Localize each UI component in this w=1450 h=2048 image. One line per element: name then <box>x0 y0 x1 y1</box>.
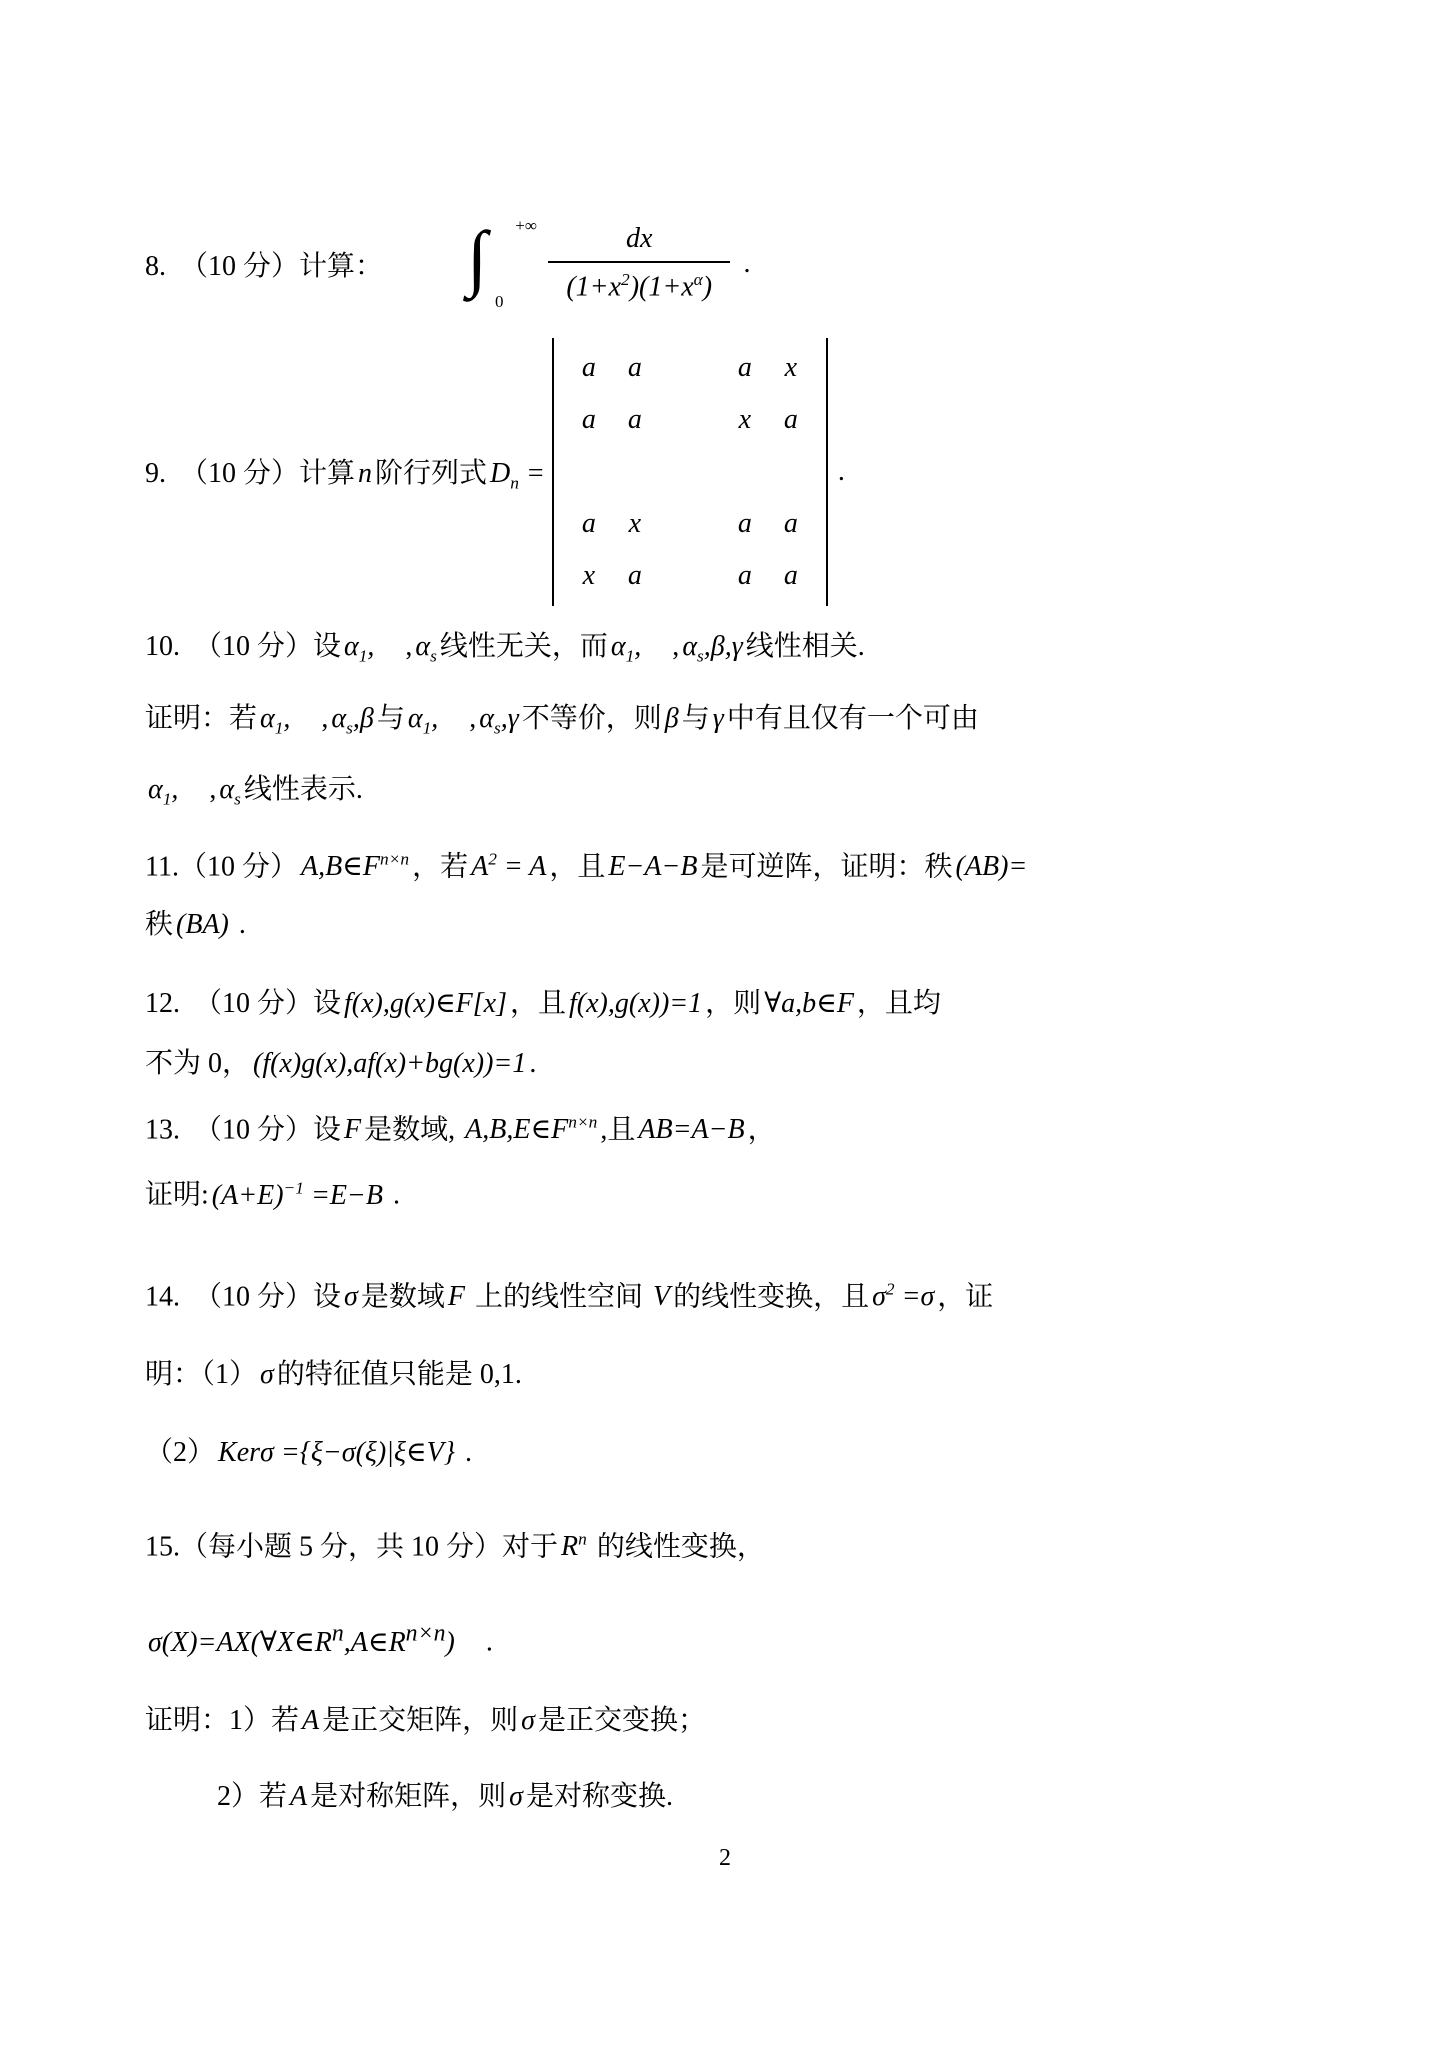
math-segment: $A^2 = A$ <box>471 849 547 883</box>
text-segment: 是对称矩阵，则 <box>310 1780 507 1812</box>
text-segment: 9. （10 分）计算 <box>145 457 356 489</box>
text-segment: 与 <box>376 702 405 734</box>
problem-9 <box>145 338 1345 606</box>
text-segment: . <box>385 1179 400 1211</box>
math-segment: σ <box>260 1359 274 1391</box>
determinant-cell: a <box>627 352 642 383</box>
problem-11-line-1 <box>145 831 1345 896</box>
fraction-numerator: dx <box>548 222 730 264</box>
math-segment: f(x),g(x)∈F[x] <box>344 988 507 1020</box>
determinant-grid <box>554 338 826 606</box>
math-segment: $\sigma^2 =\sigma$ <box>872 1279 935 1313</box>
problem-10-line-3 <box>145 759 1345 831</box>
math-segment: A <box>290 1780 308 1812</box>
determinant-row <box>566 446 814 498</box>
text-segment: 阶行列式 <box>375 457 488 489</box>
text-segment: , <box>293 702 329 734</box>
problem-15-formula <box>145 1601 1345 1674</box>
text-segment: , <box>644 631 680 662</box>
text-segment: 2）若 <box>217 1780 288 1812</box>
determinant-row <box>566 498 814 550</box>
math-segment: (f(x)g(x),af(x)+bg(x))=1 <box>253 1048 527 1080</box>
problem-10-line-1 <box>145 616 1345 688</box>
integral-glyph: ∫ <box>467 217 488 299</box>
page-number: 2 <box>719 1845 731 1871</box>
math-segment: γ <box>712 702 724 734</box>
text-segment: 线性相关. <box>745 631 865 662</box>
fraction-denominator: $(1+x^2)(1+x^\alpha)$ <box>566 270 713 303</box>
problem-14-line-3 <box>145 1418 1345 1488</box>
text-segment: 10. （10 分）设 <box>145 631 342 662</box>
text-segment: . <box>457 1437 472 1469</box>
problem-14 <box>145 1255 1345 1488</box>
text-segment: . <box>231 909 246 941</box>
text-segment: 线性表示. <box>243 774 363 806</box>
problem-14-line-2 <box>145 1340 1345 1410</box>
math-segment: (BA) <box>176 909 229 941</box>
text-segment: 中有且仅有一个可由 <box>726 702 979 734</box>
problem-9-period: . <box>837 456 845 487</box>
text-segment: 证明: <box>145 1179 209 1211</box>
math-segment: E−A−B <box>608 851 698 883</box>
math-segment: $\alpha_1$, <box>610 631 642 666</box>
math-segment: $R^n$ <box>561 1530 587 1563</box>
text-segment: 上的线性空间 <box>467 1281 650 1313</box>
determinant-row <box>566 342 814 394</box>
text-segment: ，若 <box>412 851 469 883</box>
text-segment: 是正交矩阵，则 <box>322 1704 519 1736</box>
math-segment: $\alpha_s$ <box>219 774 241 809</box>
determinant-cell: a <box>783 560 798 591</box>
text-segment: ，则 <box>705 988 762 1020</box>
math-segment: $\alpha_1$, <box>148 774 179 809</box>
text-segment: 是可逆阵，证明：秩 <box>700 851 953 883</box>
text-segment: 与 <box>681 702 710 734</box>
text-segment: 15.（每小题 5 分，共 10 分）对于 <box>145 1531 559 1563</box>
math-segment: ∀a,b∈F <box>764 988 854 1020</box>
math-segment: β <box>664 702 679 734</box>
determinant-cell: a <box>627 560 642 591</box>
problem-10 <box>145 616 1345 831</box>
text-segment: 的线性变换，且 <box>673 1281 870 1313</box>
determinant-row <box>566 550 814 602</box>
problem-8-period: . <box>743 248 751 279</box>
text-segment: 的特征值只能是 0,1. <box>276 1359 522 1391</box>
text-segment: , <box>181 774 217 806</box>
problem-8-text <box>145 244 383 284</box>
math-segment: (AB)= <box>955 851 1028 883</box>
determinant-cell: x <box>738 404 752 435</box>
math-segment: $\alpha_s,\beta,\gamma$ <box>682 631 743 666</box>
problem-12-line-1 <box>145 974 1345 1034</box>
problem-14-line-1 <box>145 1255 1345 1332</box>
problem-15-proof-1 <box>145 1689 1345 1753</box>
determinant-cell: a <box>783 508 798 539</box>
text-segment: 是数域 <box>360 1281 445 1313</box>
math-segment: AB=A−B <box>638 1114 745 1146</box>
math-segment: $A,B\in F^{n\times n}$ <box>300 849 410 883</box>
math-segment: σ <box>521 1704 535 1736</box>
math-segment: A <box>302 1704 320 1736</box>
text-segment: . <box>457 1626 493 1658</box>
text-segment: （2） <box>145 1437 216 1469</box>
math-segment: F <box>344 1114 362 1146</box>
determinant-right-bar <box>826 338 828 606</box>
math-segment: σ <box>509 1780 523 1812</box>
determinant-cell: a <box>737 560 752 591</box>
text-segment: 明：（1） <box>145 1359 258 1391</box>
math-segment: $\alpha_s,\gamma$ <box>479 702 519 738</box>
problem-10-line-2 <box>145 688 1345 760</box>
text-segment: 是正交变换； <box>537 1704 706 1736</box>
text-segment: , <box>377 631 413 662</box>
integral-sign <box>461 214 543 314</box>
math-segment: $D_n$ = <box>490 457 545 493</box>
math-segment: $\alpha_1$, <box>260 702 291 738</box>
problem-12-line-2 <box>145 1034 1345 1094</box>
math-segment: Kerσ ={ξ−σ(ξ)|ξ∈V} <box>218 1437 455 1469</box>
math-segment: n <box>358 457 373 489</box>
determinant-cell: a <box>783 404 798 435</box>
problem-9-text <box>145 451 548 494</box>
determinant-cell: a <box>737 508 752 539</box>
determinant-cell: a <box>581 508 596 539</box>
determinant-cell: x <box>784 352 798 383</box>
integral-upper-limit: +∞ <box>515 216 538 235</box>
determinant-row <box>566 394 814 446</box>
determinant-cell: a <box>581 404 596 435</box>
text-segment: 12. （10 分）设 <box>145 988 342 1020</box>
problem-15 <box>145 1508 1345 1829</box>
integral-expression <box>461 214 733 314</box>
determinant-cell: a <box>581 352 596 383</box>
text-segment: 证明：1）若 <box>145 1704 300 1736</box>
problem-11-line-2 <box>145 896 1345 954</box>
problem-13-line-1 <box>145 1094 1345 1159</box>
fraction <box>545 222 733 306</box>
math-segment: f(x),g(x))=1 <box>569 988 703 1020</box>
determinant-cell: a <box>627 404 642 435</box>
text-segment: ， <box>747 1114 776 1146</box>
math-segment: σ <box>344 1281 358 1313</box>
text-segment: 的线性变换， <box>589 1531 765 1563</box>
problem-8 <box>145 205 1345 323</box>
text-segment: 证明：若 <box>145 702 258 734</box>
math-segment: $A,B,E\in F^{n\times n}$ <box>465 1113 598 1146</box>
text-segment: 线性无关，而 <box>439 631 608 662</box>
text-segment: 不等价，则 <box>521 702 662 734</box>
math-segment: $\sigma(X)=AX(\forall X\in R^n,A\in R^{n\times n})$ <box>148 1620 455 1658</box>
math-segment: F <box>447 1281 465 1313</box>
problem-12 <box>145 974 1345 1094</box>
text-segment: 11.（10 分） <box>145 851 298 883</box>
math-segment: $\alpha_1$, <box>407 702 439 738</box>
problem-11 <box>145 831 1345 954</box>
determinant <box>552 338 828 606</box>
text-segment: ，且均 <box>856 988 941 1020</box>
determinant-cell: a <box>737 352 752 383</box>
text-segment: ，证 <box>937 1281 994 1313</box>
text-segment: ，且 <box>549 851 606 883</box>
text-segment: ,且 <box>600 1114 636 1146</box>
integral-lower-limit: 0 <box>495 292 504 311</box>
problem-15-proof-2 <box>145 1765 1345 1829</box>
math-segment: V <box>652 1281 671 1313</box>
problem-13-line-2 <box>145 1159 1345 1224</box>
math-segment: $(A+E)^{-1} =E-B$ <box>211 1178 383 1211</box>
text-segment: 13. （10 分）设 <box>145 1114 342 1146</box>
text-segment: 是对称变换. <box>525 1780 673 1812</box>
text-segment: , <box>441 702 477 734</box>
problem-13 <box>145 1094 1345 1225</box>
math-segment: $\alpha_1$, <box>344 631 375 666</box>
problem-15-line-1 <box>145 1508 1345 1579</box>
text-segment: . <box>529 1048 537 1080</box>
text-segment: 是数域, <box>364 1114 463 1146</box>
math-segment: $\alpha_s$ <box>415 631 437 666</box>
text-segment: 14. （10 分）设 <box>145 1281 342 1313</box>
text-segment: 秩 <box>145 909 174 941</box>
determinant-cell: x <box>628 508 642 539</box>
text-segment: ，且 <box>510 988 567 1020</box>
text-segment: 不为 0， <box>145 1048 251 1080</box>
math-segment: $\alpha_s,\beta$ <box>331 702 374 738</box>
determinant-cell: x <box>582 560 596 591</box>
text-segment: 8. （10 分）计算： <box>145 251 384 282</box>
